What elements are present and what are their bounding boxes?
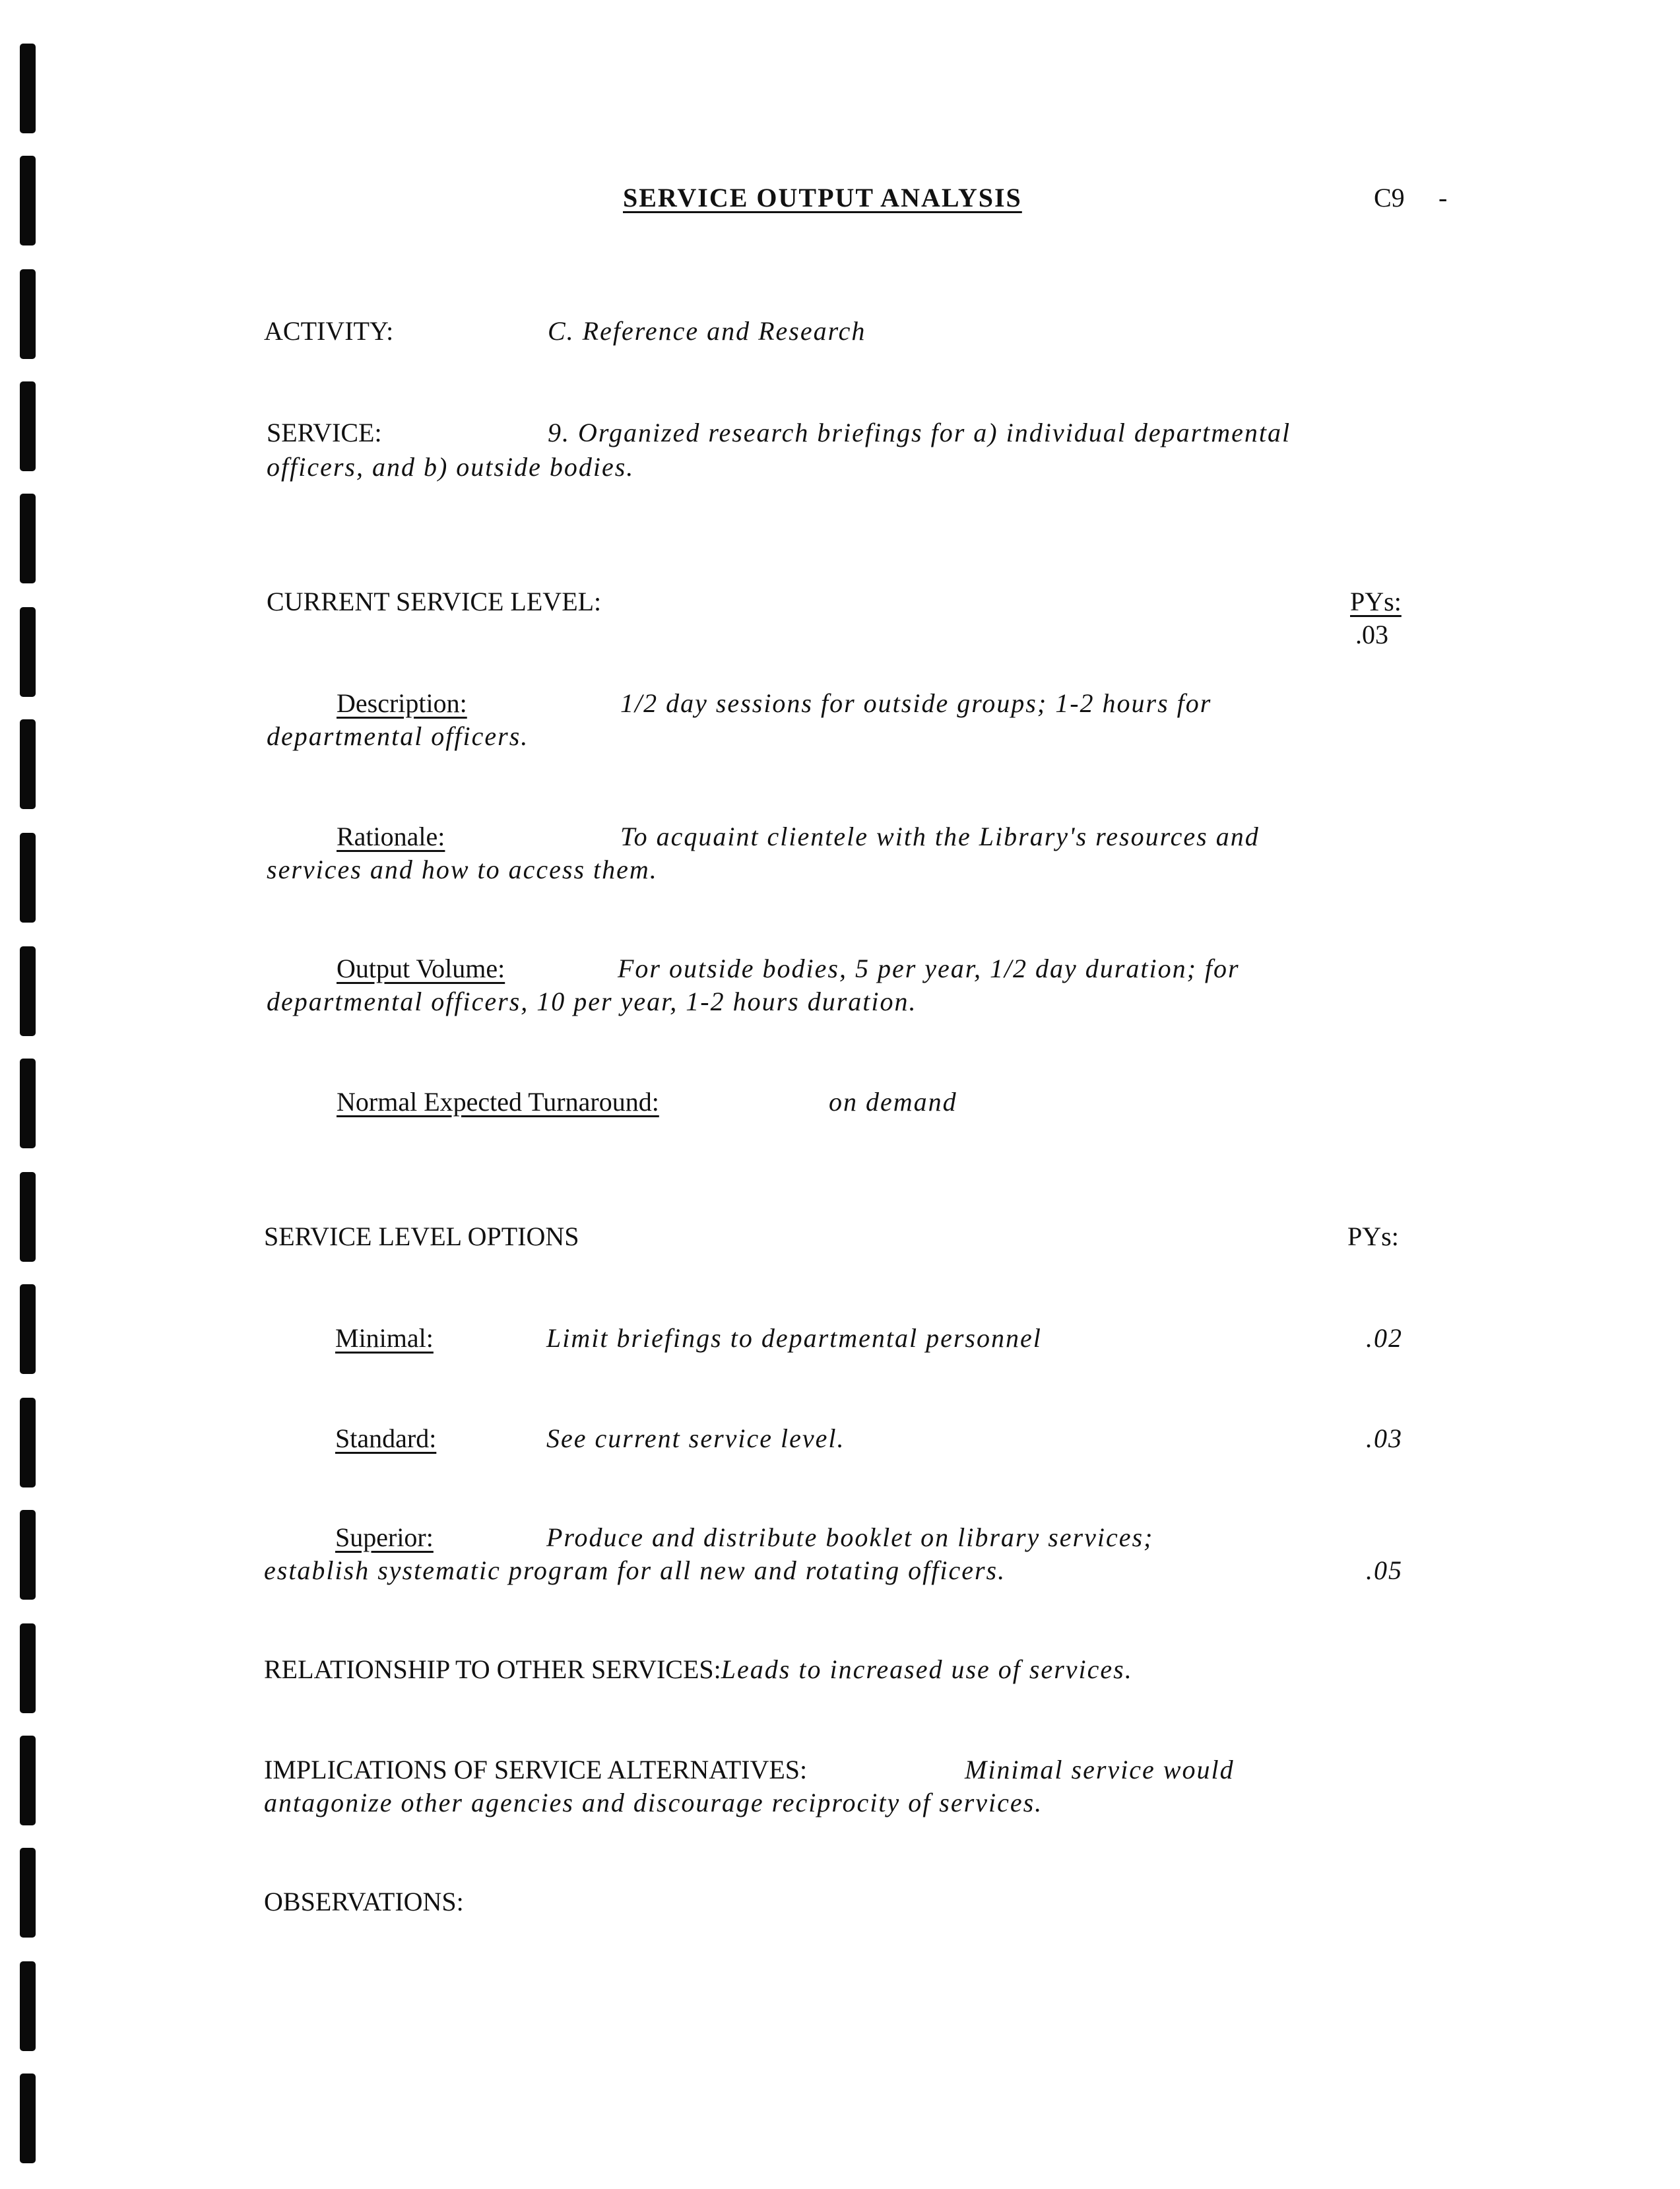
superior-line-1: Produce and distribute booklet on library services; — [546, 1522, 1154, 1552]
current-pys-label: PYs: — [1350, 587, 1402, 616]
page-code: C9 — [1374, 183, 1405, 212]
binding-hole — [20, 1736, 36, 1825]
superior-line-2: establish systematic program for all new and rotating officers. — [264, 1555, 1006, 1585]
binding-hole — [20, 156, 36, 245]
minimal-text: Limit briefings to departmental personnel — [546, 1323, 1042, 1353]
options-pys-label: PYs: — [1347, 1222, 1399, 1251]
rationale-label: Rationale: — [337, 822, 445, 851]
binding-hole — [20, 2074, 36, 2163]
relationship-row — [264, 1654, 1133, 1685]
binding-hole — [20, 1623, 36, 1713]
output-volume-line-1: For outside bodies, 5 per year, 1/2 day duration; for — [618, 954, 1240, 983]
binding-hole — [20, 1398, 36, 1487]
current-pys-value: .03 — [1355, 620, 1388, 649]
binding-hole — [20, 719, 36, 809]
binding-holes — [20, 0, 37, 2189]
output-volume-line-2: departmental officers, 10 per year, 1-2 hours duration. — [267, 987, 917, 1016]
service-line-2: officers, and b) outside bodies. — [267, 452, 635, 482]
turnaround-label: Normal Expected Turnaround: — [337, 1087, 659, 1117]
service-label: SERVICE: — [267, 418, 382, 447]
current-service-level-label: CURRENT SERVICE LEVEL: — [267, 587, 602, 616]
rationale-line-1: To acquaint clientele with the Library's resources and — [620, 822, 1260, 851]
observations-label: OBSERVATIONS: — [264, 1887, 464, 1916]
description-label: Description: — [337, 688, 467, 718]
superior-pys: .05 — [1366, 1555, 1403, 1585]
page-title: SERVICE OUTPUT ANALYSIS — [623, 183, 1022, 212]
output-volume-label: Output Volume: — [337, 954, 505, 983]
minimal-label: Minimal: — [335, 1323, 434, 1353]
binding-hole — [20, 946, 36, 1036]
implications-line-1: Minimal service would — [965, 1755, 1235, 1784]
binding-hole — [20, 607, 36, 697]
binding-hole — [20, 1059, 36, 1148]
relationship-label: RELATIONSHIP TO OTHER SERVICES: — [264, 1654, 721, 1684]
turnaround-value: on demand — [829, 1087, 957, 1117]
standard-text: See current service level. — [546, 1423, 845, 1453]
service-level-options-label: SERVICE LEVEL OPTIONS — [264, 1222, 579, 1251]
binding-hole — [20, 1284, 36, 1374]
implications-line-2: antagonize other agencies and discourage reciprocity of services. — [264, 1788, 1043, 1817]
binding-hole — [20, 381, 36, 471]
activity-value: C. Reference and Research — [548, 316, 866, 346]
binding-hole — [20, 1172, 36, 1262]
rationale-line-2: services and how to access them. — [267, 855, 658, 884]
description-line-1: 1/2 day sessions for outside groups; 1-2 hours for — [620, 688, 1212, 718]
binding-hole — [20, 1961, 36, 2051]
activity-label: ACTIVITY: — [264, 316, 394, 346]
binding-hole — [20, 494, 36, 583]
standard-pys: .03 — [1366, 1423, 1403, 1453]
standard-label: Standard: — [335, 1423, 437, 1453]
minimal-pys: .02 — [1366, 1323, 1403, 1353]
binding-hole — [20, 833, 36, 923]
binding-hole — [20, 1848, 36, 1938]
service-line-1: 9. Organized research briefings for a) individual departmental — [548, 418, 1291, 447]
binding-hole — [20, 1510, 36, 1600]
binding-hole — [20, 44, 36, 133]
page-code-dash: - — [1438, 183, 1448, 212]
implications-label: IMPLICATIONS OF SERVICE ALTERNATIVES: — [264, 1755, 808, 1784]
description-line-2: departmental officers. — [267, 721, 529, 751]
binding-hole — [20, 269, 36, 359]
relationship-value: Leads to increased use of services. — [721, 1654, 1133, 1684]
superior-label: Superior: — [335, 1522, 434, 1552]
